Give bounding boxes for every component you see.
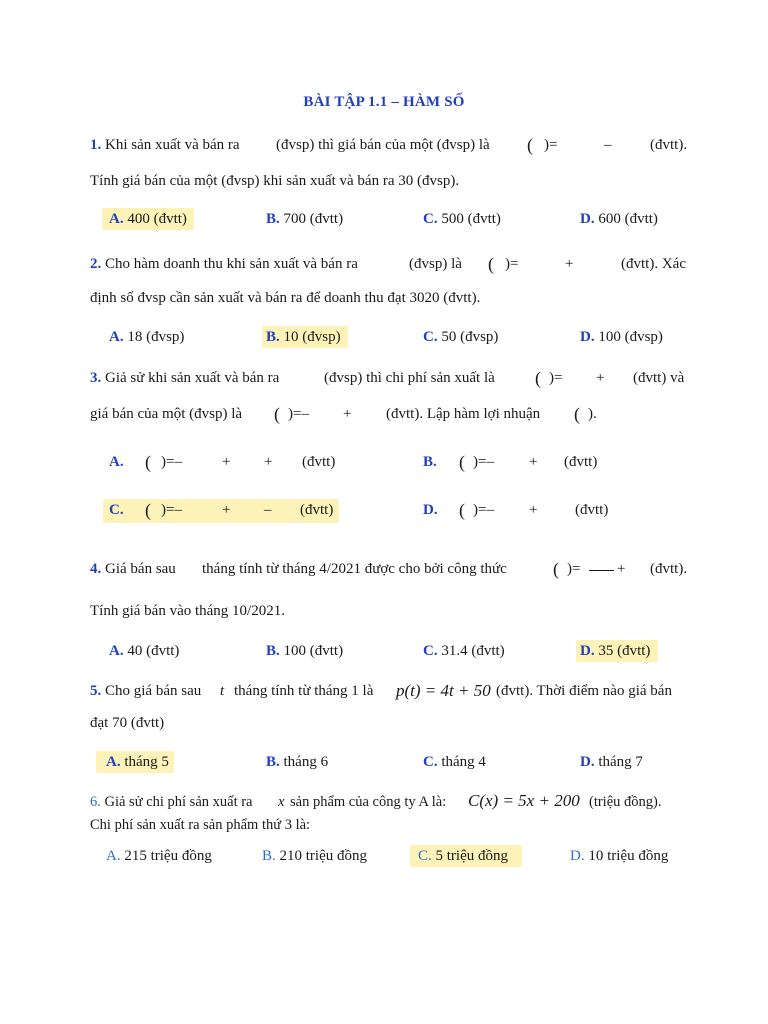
q2-paren-open: ( (488, 254, 494, 274)
q2-text-a: Cho hàm doanh thu khi sản xuất và bán ra (105, 256, 358, 272)
q1-unit: (đvtt). (650, 137, 688, 153)
q6-line1 (90, 794, 253, 811)
page-title: BÀI TẬP 1.1 – HÀM SỐ (303, 94, 465, 110)
q4-unit: (đvtt). (650, 561, 688, 577)
q1-text-b: (đvsp) thì giá bán của một (đvsp) là (276, 137, 490, 153)
q4-option-d[interactable]: D. 35 (đvtt) (580, 643, 651, 659)
q2-option-a[interactable]: A. 18 (đvsp) (109, 329, 185, 345)
q4-option-c[interactable]: C. 31.4 (đvtt) (423, 643, 505, 659)
q6-option-a[interactable]: A. 215 triệu đồng (106, 848, 212, 864)
q5-text-a: Cho giá bán sau (105, 683, 202, 699)
q3-option-b[interactable]: B. ( )=– + (đvtt) (423, 452, 598, 472)
q2-equals: )= (505, 256, 519, 272)
q3-line2-eq: )=– (288, 406, 309, 422)
q5-option-b[interactable]: B. tháng 6 (266, 754, 329, 770)
q4-line1 (90, 561, 176, 578)
q4-equals: )= (567, 561, 581, 577)
q2-line2: định số đvsp cần sản xuất và bán ra để doanh thu đạt 3020 (đvtt). (90, 290, 481, 306)
q4-text-b: tháng tính từ tháng 4/2021 được cho bởi công thức (202, 561, 507, 577)
q1-number: 1. (90, 137, 102, 153)
q5-option-d[interactable]: D. tháng 7 (580, 754, 643, 770)
q6-number: 6. (90, 794, 101, 810)
q4-text-a: Giá bán sau (105, 561, 176, 577)
q4-plus: + (617, 561, 626, 577)
q2-line1 (90, 256, 358, 273)
q2-option-b[interactable]: B. 10 (đvsp) (266, 329, 341, 345)
q2-option-d[interactable]: D. 100 (đvsp) (580, 329, 663, 345)
q6-formula: C(x) = 5x + 200 (468, 791, 580, 810)
q1-option-c[interactable]: C. 500 (đvtt) (423, 211, 501, 227)
q5-line1 (90, 683, 201, 700)
q5-text-c: tháng tính từ tháng 1 là (234, 683, 374, 699)
q6-var-x: x (278, 794, 285, 810)
q5-text-e: (đvtt). Thời điểm nào giá bán (496, 683, 672, 699)
q3-option-a[interactable]: A. ( )=– + + (đvtt) (109, 452, 336, 472)
q6-line2: Chi phí sản xuất ra sản phẩm thứ 3 là: (90, 817, 311, 833)
q3-paren-open: ( (535, 368, 541, 388)
q3-line2-plus: + (343, 406, 352, 422)
q1-minus: – (604, 137, 612, 153)
q6-option-b[interactable]: B. 210 triệu đồng (262, 848, 368, 864)
q5-option-c[interactable]: C. tháng 4 (423, 754, 486, 770)
q2-number: 2. (90, 256, 102, 272)
q4-option-a[interactable]: A. 40 (đvtt) (109, 643, 180, 659)
q4-fraction-bar (589, 570, 614, 571)
q3-number: 3. (90, 370, 102, 386)
q2-plus: + (565, 256, 574, 272)
q6-text-a: Giả sử chi phí sản xuất ra (104, 794, 253, 810)
q1-option-d[interactable]: D. 600 (đvtt) (580, 211, 658, 227)
q3-option-c[interactable]: C. ( )=– + – (đvtt) (109, 500, 334, 520)
q3-text-b: (đvsp) thì chi phí sản xuất là (324, 370, 495, 386)
q3-line2-end: ). (588, 406, 597, 422)
q3-line2-a: giá bán của một (đvsp) là (90, 406, 243, 422)
q3-plus: + (596, 370, 605, 386)
q1-paren-open: ( (527, 135, 533, 155)
q2-text-b: (đvsp) là (409, 256, 462, 272)
q6-option-d[interactable]: D. 10 triệu đồng (570, 848, 669, 864)
q6-option-c[interactable]: C. 5 triệu đồng (418, 848, 509, 864)
q1-line1 (90, 137, 240, 154)
q5-option-a[interactable]: A. tháng 5 (106, 754, 169, 770)
q1-option-b[interactable]: B. 700 (đvtt) (266, 211, 344, 227)
q4-number: 4. (90, 561, 102, 577)
q5-line2: đạt 70 (đvtt) (90, 715, 165, 731)
q6-text-e: (triệu đồng). (589, 794, 662, 810)
q1-equals: )= (544, 137, 558, 153)
q3-line2-text: (đvtt). Lập hàm lợi nhuận (386, 406, 541, 422)
q3-line2-paren: ( (274, 404, 280, 424)
q1-text-a: Khi sản xuất và bán ra (105, 137, 240, 153)
q4-option-b[interactable]: B. 100 (đvtt) (266, 643, 344, 659)
q2-unit: (đvtt). Xác (621, 256, 686, 272)
q3-line2-paren2: ( (574, 404, 580, 424)
q1-line2: Tính giá bán của một (đvsp) khi sản xuất và bán ra 30 (đvsp). (90, 173, 460, 189)
q6-text-c: sản phẩm của công ty A là: (290, 794, 447, 810)
q3-unit: (đvtt) và (633, 370, 685, 386)
q5-var-t: t (220, 683, 225, 699)
q2-option-c[interactable]: C. 50 (đvsp) (423, 329, 499, 345)
q4-line2: Tính giá bán vào tháng 10/2021. (90, 603, 285, 619)
q4-paren-open: ( (553, 559, 559, 579)
q5-formula: p(t) = 4t + 50 (396, 681, 491, 700)
q3-equals: )= (549, 370, 563, 386)
q1-option-a[interactable]: A. 400 (đvtt) (109, 211, 187, 227)
q3-text-a: Giả sử khi sản xuất và bán ra (105, 370, 280, 386)
q3-option-d[interactable]: D. ( )=– + (đvtt) (423, 500, 609, 520)
q3-line1 (90, 370, 279, 387)
q5-number: 5. (90, 683, 102, 699)
